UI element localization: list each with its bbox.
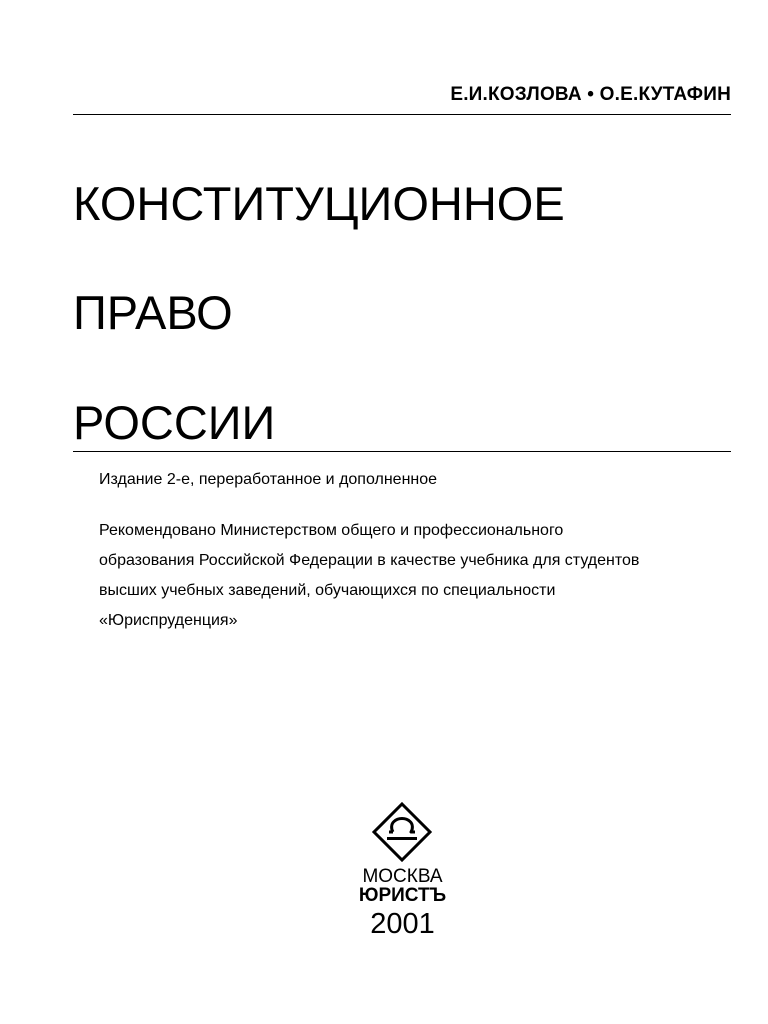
publisher-name: ЮРИСТЪ <box>358 885 447 906</box>
edition-note: Издание 2-е, переработанное и дополненное <box>99 471 438 488</box>
top-divider <box>73 114 731 115</box>
recommendation-line-4: «Юриспруденция» <box>99 612 238 629</box>
recommendation-text <box>99 516 739 636</box>
publication-year: 2001 <box>370 908 435 940</box>
recommendation-line-1: Рекомендовано Министерством общего и профессионального <box>99 522 564 539</box>
title-line-1: КОНСТИТУЦИОННОЕ <box>73 177 565 230</box>
title-divider <box>73 451 731 452</box>
title-line-3: РОССИИ <box>73 396 276 449</box>
authors-line: Е.И.КОЗЛОВА • О.Е.КУТАФИН <box>450 84 731 105</box>
publisher-emblem-icon <box>372 802 432 862</box>
recommendation-line-2: образования Российской Федерации в качестве учебника для студентов <box>99 552 640 569</box>
publisher-city: МОСКВА <box>362 866 443 887</box>
title-line-2: ПРАВО <box>73 286 233 339</box>
recommendation-line-3: высших учебных заведений, обучающихся по специальности <box>99 582 556 599</box>
